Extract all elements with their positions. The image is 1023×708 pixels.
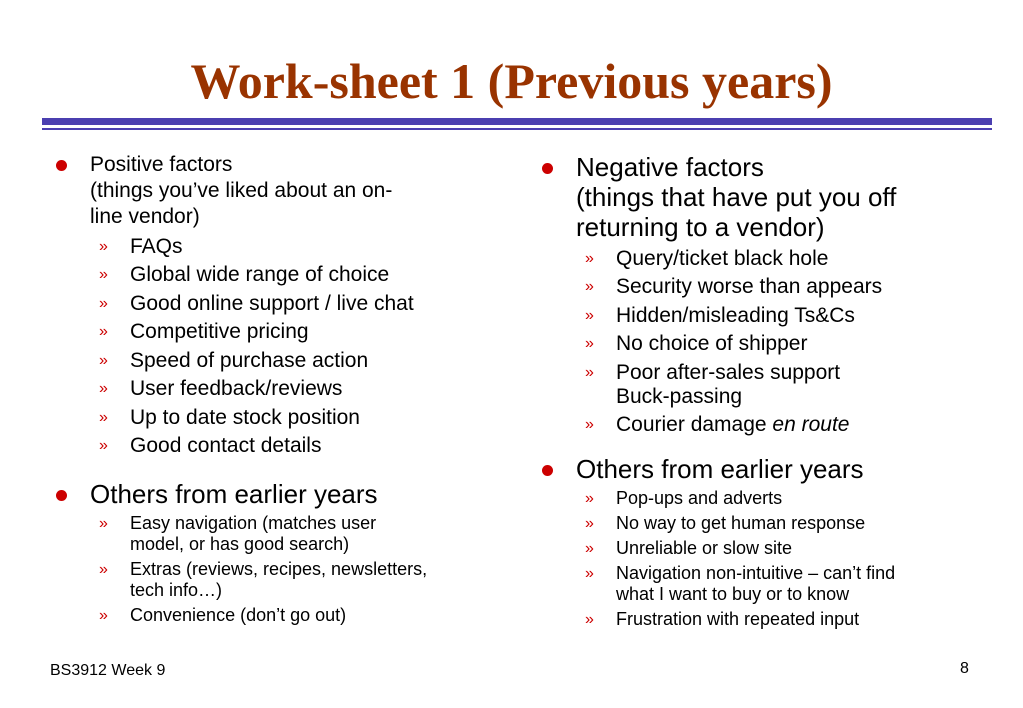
list-item-line: Frustration with repeated input (616, 609, 860, 629)
list-item (55, 605, 505, 626)
list-item (55, 292, 505, 316)
list-item-line: Unreliable or slow site (616, 538, 793, 558)
list-item (541, 513, 981, 534)
list-item-label: Up to date stock position (130, 405, 360, 429)
list-item-label: Good contact details (130, 434, 322, 457)
heading-line: Negative factors (576, 152, 764, 182)
list-item-label: Speed of purchase action (130, 348, 369, 372)
others-list-left (55, 513, 505, 626)
list-item (541, 361, 981, 409)
title-underline-thin (42, 128, 992, 130)
list-item-line: No choice of shipper (616, 332, 808, 355)
list-item-line: No way to get human response (616, 513, 866, 533)
list-item-label: User feedback/reviews (130, 377, 343, 400)
chevron-marker-icon: » (585, 515, 594, 532)
chevron-marker-icon: » (585, 611, 594, 628)
bullet-dot-icon (542, 465, 553, 476)
heading-line: (things that have put you off (576, 182, 897, 212)
list-item-line: Convenience (don’t go out) (130, 605, 347, 625)
chevron-marker-icon: » (99, 323, 108, 340)
list-item (55, 320, 505, 344)
chevron-marker-icon: » (585, 416, 594, 433)
list-item-line: tech info…) (130, 580, 223, 600)
others-heading-label: Others from earlier years (90, 479, 378, 509)
list-item (541, 413, 981, 437)
list-item-line: what I want to buy or to know (616, 584, 850, 604)
left-column (55, 152, 505, 626)
list-item (55, 377, 505, 401)
negative-factors-list (541, 247, 981, 438)
list-item (541, 332, 981, 356)
list-item (55, 559, 505, 601)
list-item-line: Navigation non-intuitive – can’t find (616, 563, 896, 583)
chevron-marker-icon: » (99, 380, 108, 397)
chevron-marker-icon: » (99, 266, 108, 283)
chevron-marker-icon: » (99, 607, 108, 624)
list-item-italic: en route (772, 413, 850, 436)
slide-title: Work-sheet 1 (Previous years) (190, 53, 833, 109)
list-item (55, 406, 505, 430)
list-item-line: model, or has good search) (130, 534, 350, 554)
chevron-marker-icon: » (99, 561, 108, 578)
bullet-dot-icon (56, 490, 67, 501)
list-item-line: Courier damage (616, 413, 773, 436)
chevron-marker-icon: » (99, 408, 108, 426)
chevron-marker-icon: » (99, 515, 108, 532)
bullet-dot-icon (56, 160, 67, 171)
footer-course-label: BS3912 Week 9 (50, 662, 166, 679)
bullet-dot-icon (542, 163, 553, 174)
others-list-right (541, 488, 981, 630)
chevron-marker-icon: » (585, 306, 594, 324)
list-item (55, 349, 505, 373)
list-item (541, 609, 981, 630)
list-item-line: Security worse than appears (616, 275, 883, 298)
list-item (55, 263, 505, 287)
chevron-marker-icon: » (585, 335, 594, 352)
list-item (541, 275, 981, 299)
list-item-line: Easy navigation (matches user (130, 513, 377, 533)
chevron-marker-icon: » (585, 278, 594, 295)
list-item-label: FAQs (130, 234, 183, 258)
chevron-marker-icon: » (585, 540, 594, 557)
chevron-marker-icon: » (585, 249, 594, 267)
list-item (541, 563, 981, 605)
list-item (541, 304, 981, 328)
list-item (541, 247, 981, 271)
list-item (55, 513, 505, 555)
others-heading-left (55, 479, 505, 509)
title-underline-thick (42, 118, 992, 125)
right-column (541, 152, 981, 630)
positive-factors-heading (55, 152, 505, 230)
heading-line: returning to a vendor) (576, 212, 825, 242)
chevron-marker-icon: » (99, 437, 108, 454)
chevron-marker-icon: » (99, 351, 108, 369)
list-item (55, 434, 505, 458)
list-item-line: Query/ticket black hole (616, 246, 829, 270)
page-number: 8 (960, 660, 969, 677)
list-item-line: Extras (reviews, recipes, newsletters, (130, 559, 428, 579)
list-item-line: Buck-passing (616, 384, 743, 408)
list-item-label: Good online support / live chat (130, 291, 414, 315)
heading-line: Positive factors (90, 153, 233, 176)
list-item (55, 235, 505, 259)
heading-line: line vendor) (90, 205, 200, 228)
list-item-label: Global wide range of choice (130, 263, 390, 286)
others-heading-label: Others from earlier years (576, 454, 864, 484)
chevron-marker-icon: » (585, 490, 594, 507)
list-item (541, 488, 981, 509)
negative-factors-heading (541, 152, 981, 242)
positive-factors-list (55, 235, 505, 459)
others-heading-right (541, 454, 981, 484)
chevron-marker-icon: » (99, 237, 108, 255)
heading-line: (things you’ve liked about an on- (90, 179, 393, 202)
list-item-line: Hidden/misleading Ts&Cs (616, 303, 855, 327)
chevron-marker-icon: » (99, 294, 108, 312)
chevron-marker-icon: » (585, 363, 594, 381)
list-item (541, 538, 981, 559)
list-item-line: Pop-ups and adverts (616, 488, 783, 508)
list-item-line: Poor after-sales support (616, 360, 841, 384)
list-item-label: Competitive pricing (130, 320, 309, 343)
chevron-marker-icon: » (585, 565, 594, 582)
